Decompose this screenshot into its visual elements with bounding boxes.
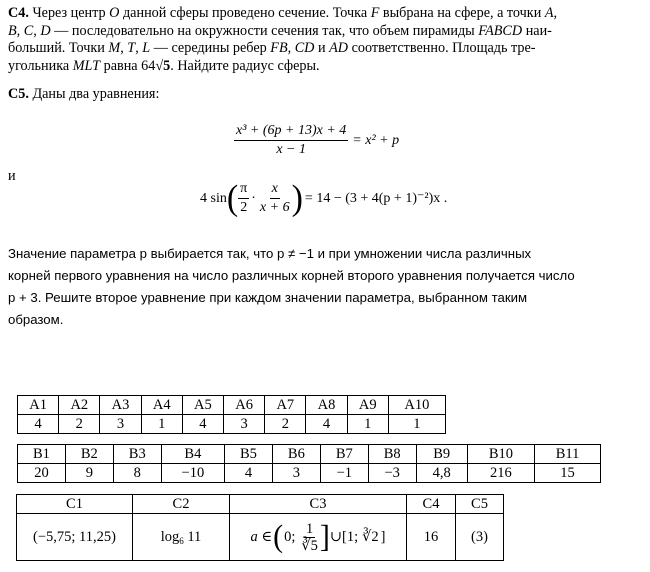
table-c-header: C5 (456, 495, 504, 514)
table-a-cell: 4 (182, 415, 223, 434)
table-b-cell: 9 (65, 464, 113, 483)
dot-operator: · (251, 190, 256, 206)
c3-right-bracket: ] (319, 519, 330, 554)
table-a-cell: 2 (59, 415, 100, 434)
c5-label: C5. (8, 86, 29, 102)
table-a-header: A3 (100, 396, 141, 415)
table-b-header: B3 (113, 445, 161, 464)
equation-1-denominator: x − 1 (276, 142, 306, 157)
right-paren: ) (291, 178, 303, 218)
table-c-cell-c2: $\log_6 11$ (133, 514, 230, 561)
answers-table-b (17, 444, 601, 483)
c5-body-line-3: p + 3. Решите второе уравнение при каждом значении параметра, выбранном таким (8, 290, 528, 305)
table-b-cell: −1 (320, 464, 368, 483)
table-c-header: C4 (407, 495, 456, 514)
equation-1-fraction (234, 122, 348, 159)
table-b-value-row (18, 464, 601, 483)
c4-line-4: угольника MLT равна 64√5. Найдите радиус сферы. (8, 57, 320, 74)
table-c-cell-c5: (3) (456, 514, 504, 561)
table-a-cell: 3 (100, 415, 141, 434)
table-b-header: B2 (65, 445, 113, 464)
table-c-cell-c4: 16 (407, 514, 456, 561)
table-b-cell: 8 (113, 464, 161, 483)
table-b-header: B11 (535, 445, 601, 464)
table-a-cell: 4 (18, 415, 59, 434)
equation-2-rhs: = 14 − (3 + 4(p + 1)⁻²)x . (304, 191, 448, 206)
c4-line-3: больший. Точки M, T, L — середины ребер FB, CD и AD соответственно. Площадь тре- (8, 40, 536, 56)
table-b-cell: 15 (535, 464, 601, 483)
pi-over-2: $\frac{\pi}{2}$ (240, 181, 248, 215)
c3-fraction: $\frac{1}{∛5}$ (301, 520, 318, 554)
table-a-header: A7 (265, 396, 306, 415)
table-a-cell: 2 (265, 415, 306, 434)
table-a-header: A5 (182, 396, 223, 415)
and-word: и (8, 168, 16, 184)
table-b-header-row (18, 445, 601, 464)
answers-table-c (16, 494, 504, 561)
table-b-cell: 4,8 (416, 464, 467, 483)
table-a-cell: 3 (224, 415, 265, 434)
equation-2-lhs: 4 sin (200, 190, 227, 206)
table-a-header: A9 (347, 396, 388, 415)
table-a-cell: 1 (388, 415, 445, 434)
table-b-cell: −10 (161, 464, 224, 483)
c5-body (8, 243, 644, 331)
table-b-cell: 4 (225, 464, 273, 483)
equation-1-numerator: x³ + (6p + 13)x + 4 (234, 122, 348, 141)
table-a-cell: 4 (306, 415, 347, 434)
equation-1-rhs: = x² + p (352, 132, 400, 148)
c3-left-paren: ( (273, 519, 284, 554)
table-b-cell: 216 (467, 464, 534, 483)
table-c-header: C3 (230, 495, 407, 514)
c5-body-line-4: образом. (8, 312, 64, 327)
table-b-header: B4 (161, 445, 224, 464)
table-c-header: C1 (17, 495, 133, 514)
table-b-header: B6 (272, 445, 320, 464)
table-a-header: A2 (59, 396, 100, 415)
answers-table-a (17, 395, 446, 434)
table-c-value-row (17, 514, 504, 561)
table-c-cell-c3: a ∈ ( 0; $\frac{1}{∛5}$ ] ∪[1; ∛2 ] (230, 514, 407, 561)
table-a-header: A1 (18, 396, 59, 415)
table-a-header: A6 (224, 396, 265, 415)
table-b-cell: 3 (272, 464, 320, 483)
table-a-cell: 1 (141, 415, 182, 434)
c5-heading: C5. Даны два уравнения: (8, 86, 160, 102)
table-b-header: B7 (320, 445, 368, 464)
table-a-value-row (18, 415, 446, 434)
table-b-header: B5 (225, 445, 273, 464)
sqrt-5: √5 (155, 57, 171, 74)
c5-body-line-1: Значение параметра p выбирается так, что p ≠ −1 и при умножении числа различных (8, 246, 532, 261)
left-paren: ( (226, 178, 239, 218)
c4-problem (8, 5, 644, 75)
x-over-x-plus-6: $\frac{x}{x + 6}$ (259, 181, 290, 215)
table-b-header: B1 (18, 445, 66, 464)
table-a-header-row (18, 396, 446, 415)
c4-line-1: C4. Через центр O данной сферы проведено сечение. Точка F выбрана на сфере, а точки A, (8, 5, 558, 21)
table-b-cell: −3 (368, 464, 416, 483)
table-a-cell: 1 (347, 415, 388, 434)
table-a-header: A8 (306, 396, 347, 415)
c4-line-2: B, C, D — последовательно на окружности сечения так, что объем пирамиды FABCD наи- (8, 22, 552, 39)
table-c-header-row (17, 495, 504, 514)
table-c-header: C2 (133, 495, 230, 514)
c5-body-line-2: корней первого уравнения на число различных корней второго уравнения получается число (8, 268, 575, 283)
equation-1 (234, 122, 399, 159)
equation-2 (200, 180, 447, 217)
table-b-header: B9 (416, 445, 467, 464)
table-b-header: B10 (467, 445, 534, 464)
table-a-header: A4 (141, 396, 182, 415)
c4-label: C4. (8, 5, 29, 21)
table-a-header: A10 (388, 396, 445, 415)
table-c-cell-c1: (−5,75; 11,25) (17, 514, 133, 561)
table-b-header: B8 (368, 445, 416, 464)
table-b-cell: 20 (18, 464, 66, 483)
